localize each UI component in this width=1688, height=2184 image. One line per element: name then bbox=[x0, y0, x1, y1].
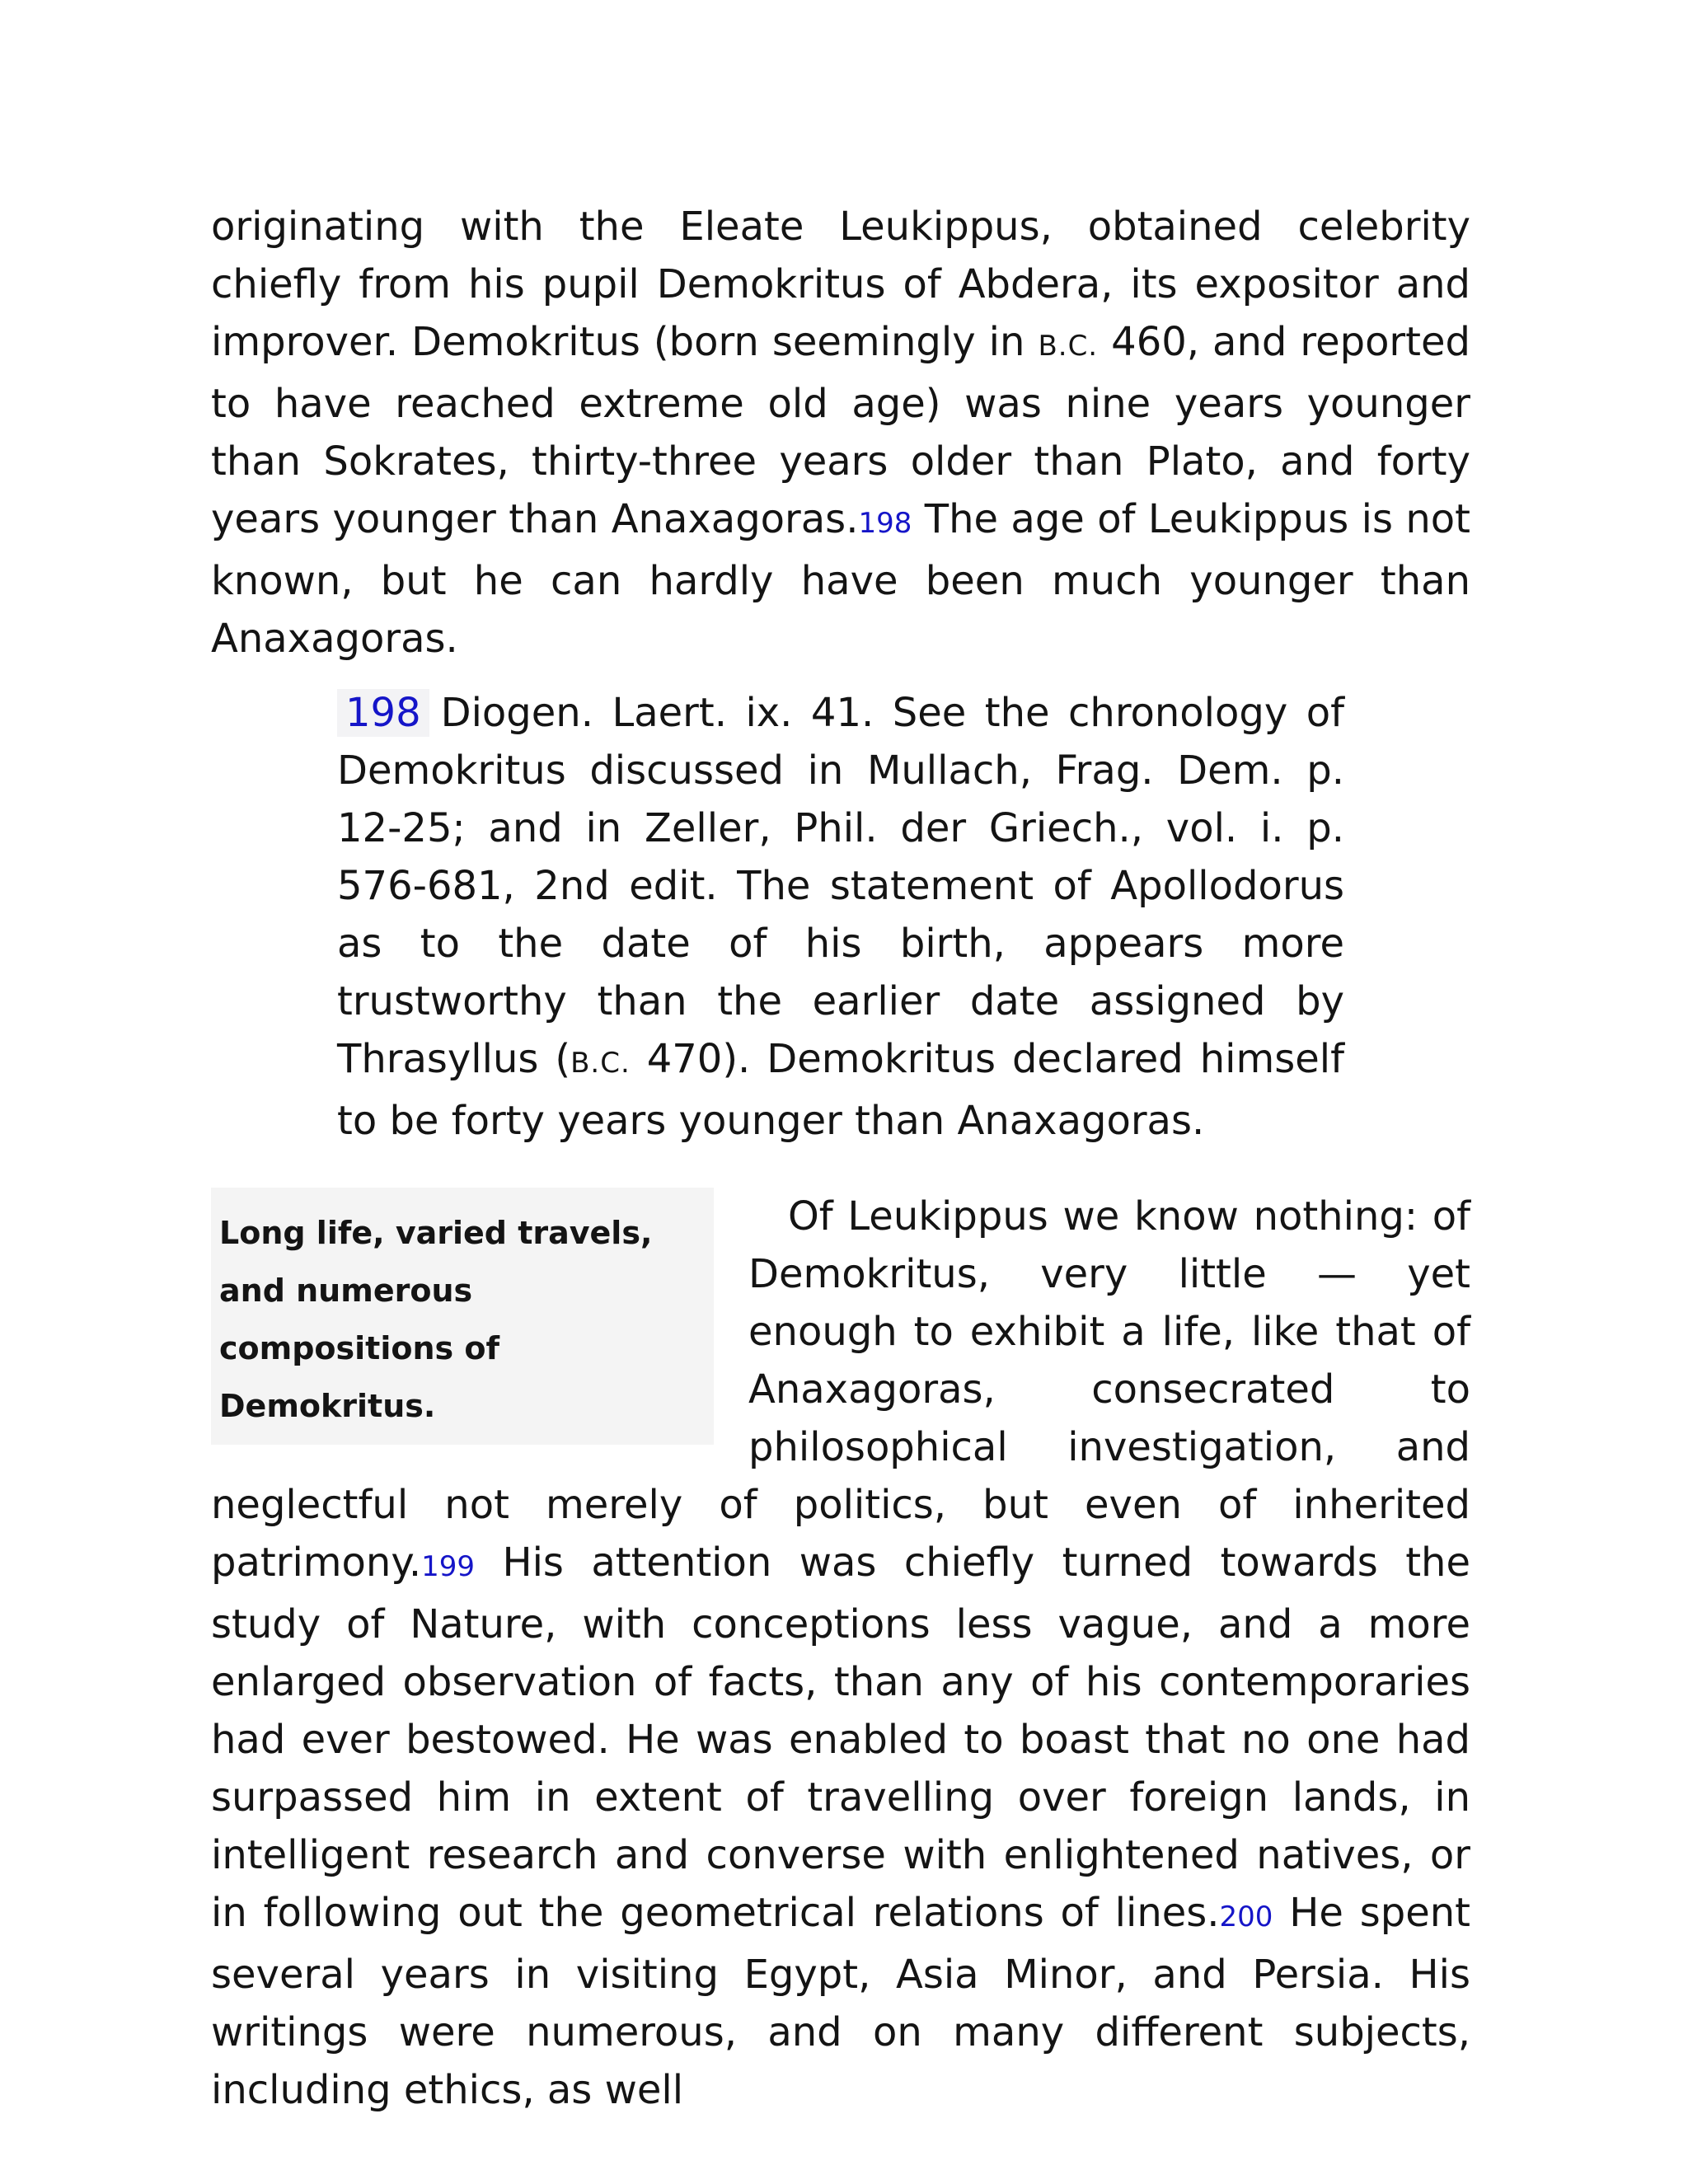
main-paragraph-text-2: His attention was chiefly turned towards the study of Nature, with conceptions less vague, and a more enlarged observation of facts, than any of his contemporaries had ever bestowed. He was enabled to boast that no one had surpassed him in extent of travelling over foreign lands, in intelligent research and converse with enlightened natives, or in following out the geometrical relations of lines. bbox=[211, 1540, 1470, 1936]
main-section bbox=[211, 1188, 1470, 2119]
footnote-ref-200-link[interactable]: 200 bbox=[1219, 1900, 1273, 1933]
top-paragraph-text-2: 460, and reported to have reached extreme old age) was nine years younger than Sokrates, thirty-three years older than Plato, and forty years younger than Anaxagoras. bbox=[211, 319, 1470, 542]
top-paragraph-text-1: originating with the Eleate Leukippus, obtained celebrity chiefly from his pupil Demokritus of Abdera, its expositor and improver. Demokritus (born seemingly in bbox=[211, 204, 1470, 365]
footnote-ref-199-link[interactable]: 199 bbox=[421, 1550, 476, 1583]
footnote-bc-abbreviation: B.C. bbox=[570, 1047, 631, 1080]
bc-abbreviation: B.C. bbox=[1038, 330, 1099, 363]
main-paragraph-text-3: He spent several years in visiting Egypt, Asia Minor, and Persia. His writings were numerous, and on many different subjects, including ethics, as well bbox=[211, 1890, 1470, 2113]
footnote-label-198[interactable]: 198 bbox=[337, 689, 429, 737]
top-paragraph-text-3: The age of Leukippus is not known, but he can hardly have been much younger than Anaxagoras. bbox=[211, 496, 1470, 662]
footnote-198 bbox=[337, 684, 1344, 1150]
footnote-ref-198-link[interactable]: 198 bbox=[858, 507, 912, 540]
main-paragraph-text-1: Of Leukippus we know nothing: of Demokritus, very little — yet enough to exhibit a life, like that of Anaxagoras, consecrated to philosophical investigation, and neglectful not merely of politics, but even of inherited patrimony. bbox=[211, 1193, 1470, 1586]
sidenote: Long life, varied travels, and numerous compositions of Demokritus. bbox=[211, 1188, 714, 1445]
footnote-text-1: Diogen. Laert. ix. 41. See the chronology of Demokritus discussed in Mullach, Frag. Dem. p. 12-25; and in Zeller, Phil. der Griech., vol. i. p. 576-681, 2nd edit. The statement of Apollodorus as to the date of his birth, appears more trustworthy than the earlier date assigned by Thrasyllus ( bbox=[337, 690, 1344, 1082]
top-paragraph bbox=[211, 198, 1470, 668]
book-page bbox=[211, 198, 1470, 2119]
footnote-text-2: 470). Demokritus declared himself to be forty years younger than Anaxagoras. bbox=[337, 1036, 1344, 1144]
